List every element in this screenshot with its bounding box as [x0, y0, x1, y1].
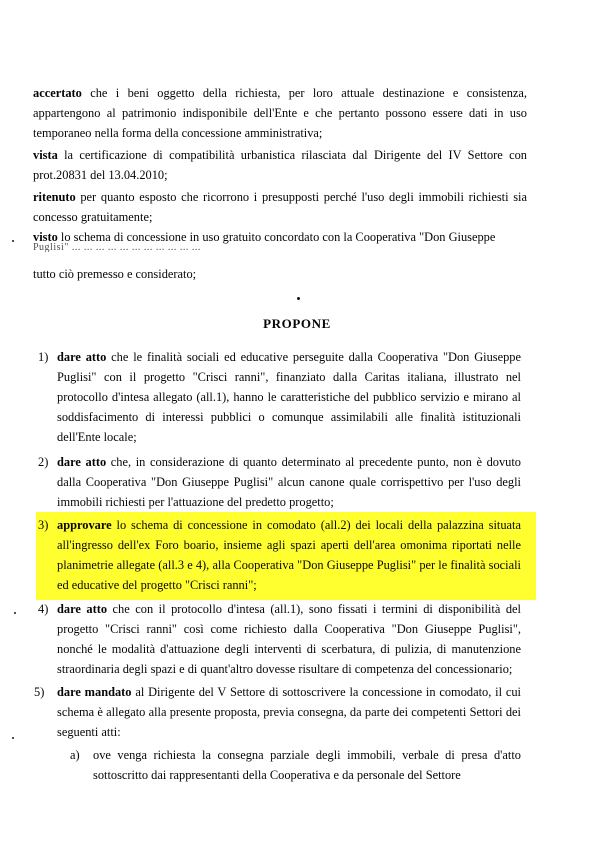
scan-speck: [12, 240, 14, 242]
item-number: 3): [38, 518, 49, 532]
list-item: [57, 347, 521, 447]
preamble-text: lo schema di concessione in uso gratuito concordato con la Cooperativa "Don Giuseppe: [57, 230, 496, 244]
item-text: che con il protocollo d'intesa (all.1), sono fissati i termini di disponibilità del progetto "Crisci ranni" così come richiesto dalla Cooperativa "Don Giuseppe Puglisi", nonché le modalità d'attuazione degli interventi di scerbatura, di pulizia, di manutenzione straordinaria degli spazi e di quant'altro dovesse risultare di competenza del concessionario;: [57, 602, 521, 676]
list-item: [57, 515, 521, 595]
item-text: che, in considerazione di quanto determinato al precedente punto, non è dovuto dalla Cooperativa "Don Giuseppe Puglisi" alcun canone quale corrispettivo per l'uso degli immobili richiesti per l'attuazione del predetto progetto;: [57, 455, 521, 509]
item-number: 5): [34, 685, 45, 699]
preamble-vista: [33, 145, 527, 185]
subitem-letter: a): [70, 748, 80, 762]
section-title: PROPONE: [263, 316, 331, 331]
preamble-keyword: visto: [33, 230, 58, 244]
item-text: al Dirigente del V Settore di sottoscrivere la concessione in comodato, il cui schema è allegato alla presente proposta, previa consegna, da parte dei competenti Settori dei seguenti atti:: [57, 685, 521, 739]
scan-speck: [12, 737, 14, 739]
item-keyword: dare atto: [57, 602, 108, 616]
item-number: 2): [38, 455, 49, 469]
scan-speck: [14, 612, 16, 614]
item-text: che le finalità sociali ed educative perseguite dalla Cooperativa "Don Giuseppe Puglisi" con il progetto "Crisci ranni", finanziato dalla Caritas italiana, illustrato nel protocollo d'intesa allegato (all.1), hanno le caratteristiche del pubblico servizio e mirano al soddisfacimento di interessi pubblici o comunque assimilabili alle finalità istituzionali dell'Ente locale;: [57, 350, 521, 444]
scan-dot: [297, 297, 300, 300]
list-item: [57, 682, 521, 742]
preamble-text: la certificazione di compatibilità urbanistica rilasciata dal Dirigente del IV Settore con prot.20831 del 13.04.2010;: [33, 148, 527, 182]
preamble-keyword: ritenuto: [33, 190, 76, 204]
list-item: [57, 452, 521, 512]
subitem: ove venga richiesta la consegna parziale degli immobili, verbale di presa d'atto sottoscritto dai rappresentanti della Cooperativa e da personale del Settore: [93, 748, 521, 782]
closing-line: tutto ciò premesso e considerato;: [33, 267, 197, 281]
preamble-keyword: accertato: [33, 86, 82, 100]
item-keyword: dare mandato: [57, 685, 132, 699]
preamble-text: per quanto esposto che ricorrono i presupposti perché l'uso degli immobili richiesti sia concesso gratuitamente;: [33, 190, 527, 224]
item-number: 1): [38, 350, 49, 364]
preamble-keyword: vista: [33, 148, 58, 162]
item-number: 4): [38, 602, 49, 616]
item-keyword: approvare: [57, 518, 112, 532]
truncated-scan-line: Puglisi" ... ... ... ... ... ... ... ... ... ... ...: [33, 243, 201, 252]
item-keyword: dare atto: [57, 350, 107, 364]
item-text: lo schema di concessione in comodato (all.2) dei locali della palazzina situata all'ingresso dell'ex Foro boario, insieme agli spazi aperti dell'area omonima riportati nelle planimetrie allegate (all.3 e 4), alla Cooperativa "Don Giuseppe Puglisi" per le finalità sociali ed educative del progetto "Crisci ranni";: [57, 518, 521, 592]
preamble-accertato: [33, 83, 527, 143]
preamble-ritenuto: [33, 187, 527, 227]
preamble-text: che i beni oggetto della richiesta, per loro attuale destinazione e consistenza, appartengono al patrimonio indisponibile dell'Ente e che pertanto possono essere dati in uso temporaneo nella forma della concessione amministrativa;: [33, 86, 527, 140]
item-keyword: dare atto: [57, 455, 107, 469]
list-item: [57, 599, 521, 679]
